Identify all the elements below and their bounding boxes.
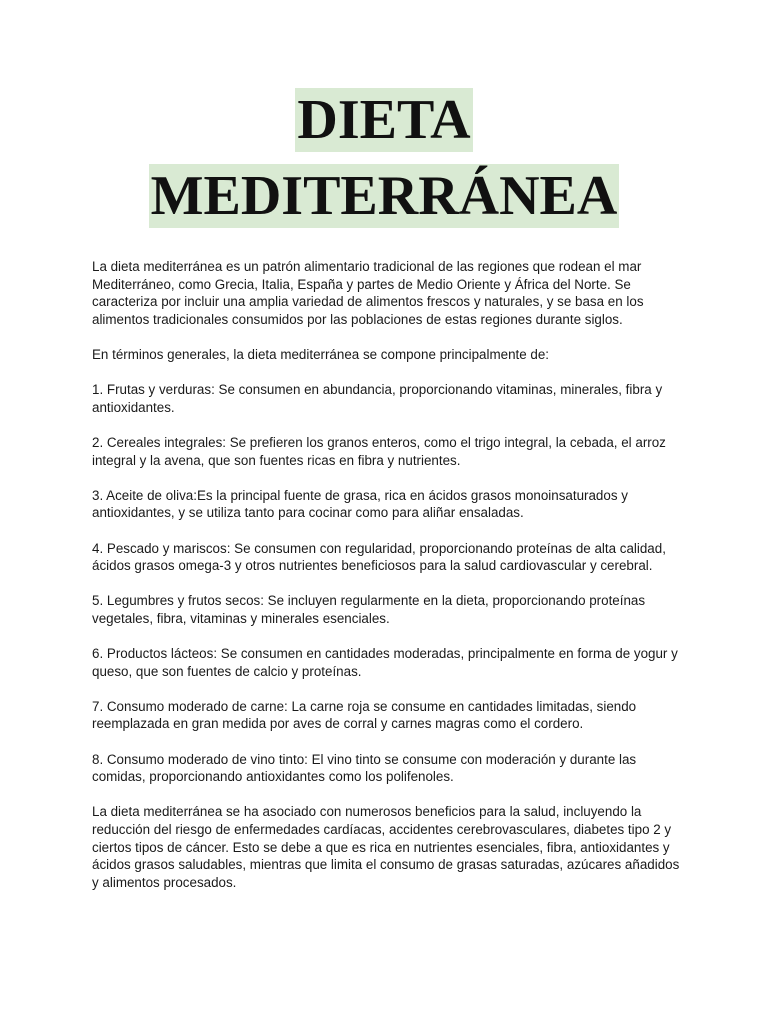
list-intro-paragraph: En términos generales, la dieta mediterránea se compone principalmente de: xyxy=(92,346,550,362)
list-item-red-wine: 8. Consumo moderado de vino tinto: El vino tinto se consume con moderación y durante las comidas, proporcionando antioxidantes como los polifenoles. xyxy=(92,751,637,785)
list-item-olive-oil: 3. Aceite de oliva:Es la principal fuente de grasa, rica en ácidos grasos monoinsaturados y antioxidantes, y se utiliza tanto para cocinar como para aliñar ensaladas. xyxy=(92,487,628,521)
document-body xyxy=(92,258,688,909)
conclusion-paragraph: La dieta mediterránea se ha asociado con numerosos beneficios para la salud, incluyendo la reducción del riesgo de enfermedades cardíacas, accidentes cerebrovasculares, diabetes tipo 2 y ciertos tipos de cáncer. Esto se debe a que es rica en nutrientes esenciales, fibra, antioxidantes y ácidos grasos saludables, mientras que limita el consumo de grasas saturadas, azúcares añadidos y alimentos procesados. xyxy=(92,804,680,890)
title-line-2: MEDITERRÁNEA xyxy=(150,165,618,227)
document-title xyxy=(0,88,768,240)
title-line-1: DIETA xyxy=(297,89,471,151)
list-item-meat: 7. Consumo moderado de carne: La carne roja se consume en cantidades limitadas, siendo reemplazada en gran medida por aves de corral y carnes magras como el cordero. xyxy=(92,698,637,732)
intro-paragraph: La dieta mediterránea es un patrón alimentario tradicional de las regiones que rodean el mar Mediterráneo, como Grecia, Italia, España y partes de Medio Oriente y África del Norte. Se caracteriza por incluir una amplia variedad de alimentos frescos y naturales, y se basa en los alimentos tradicionales consumidos por las poblaciones de estas regiones durante siglos. xyxy=(92,259,644,327)
list-item-whole-grains: 2. Cereales integrales: Se prefieren los granos enteros, como el trigo integral, la cebada, el arroz integral y la avena, que son fuentes ricas en fibra y nutrientes. xyxy=(92,434,666,468)
list-item-dairy: 6. Productos lácteos: Se consumen en cantidades moderadas, principalmente en forma de yogur y queso, que son fuentes de calcio y proteínas. xyxy=(92,646,678,679)
list-item-fish-seafood: 4. Pescado y mariscos: Se consumen con regularidad, proporcionando proteínas de alta calidad, ácidos grasos omega-3 y otros nutrientes beneficiosos para la salud cardiovascular y cerebral. xyxy=(92,540,666,574)
list-item-legumes-nuts: 5. Legumbres y frutos secos: Se incluyen regularmente en la dieta, proporcionando proteínas vegetales, fibra, vitaminas y minerales esenciales. xyxy=(92,593,646,626)
list-item-fruits-vegetables: 1. Frutas y verduras: Se consumen en abundancia, proporcionando vitaminas, minerales, fibra y antioxidantes. xyxy=(92,382,663,415)
